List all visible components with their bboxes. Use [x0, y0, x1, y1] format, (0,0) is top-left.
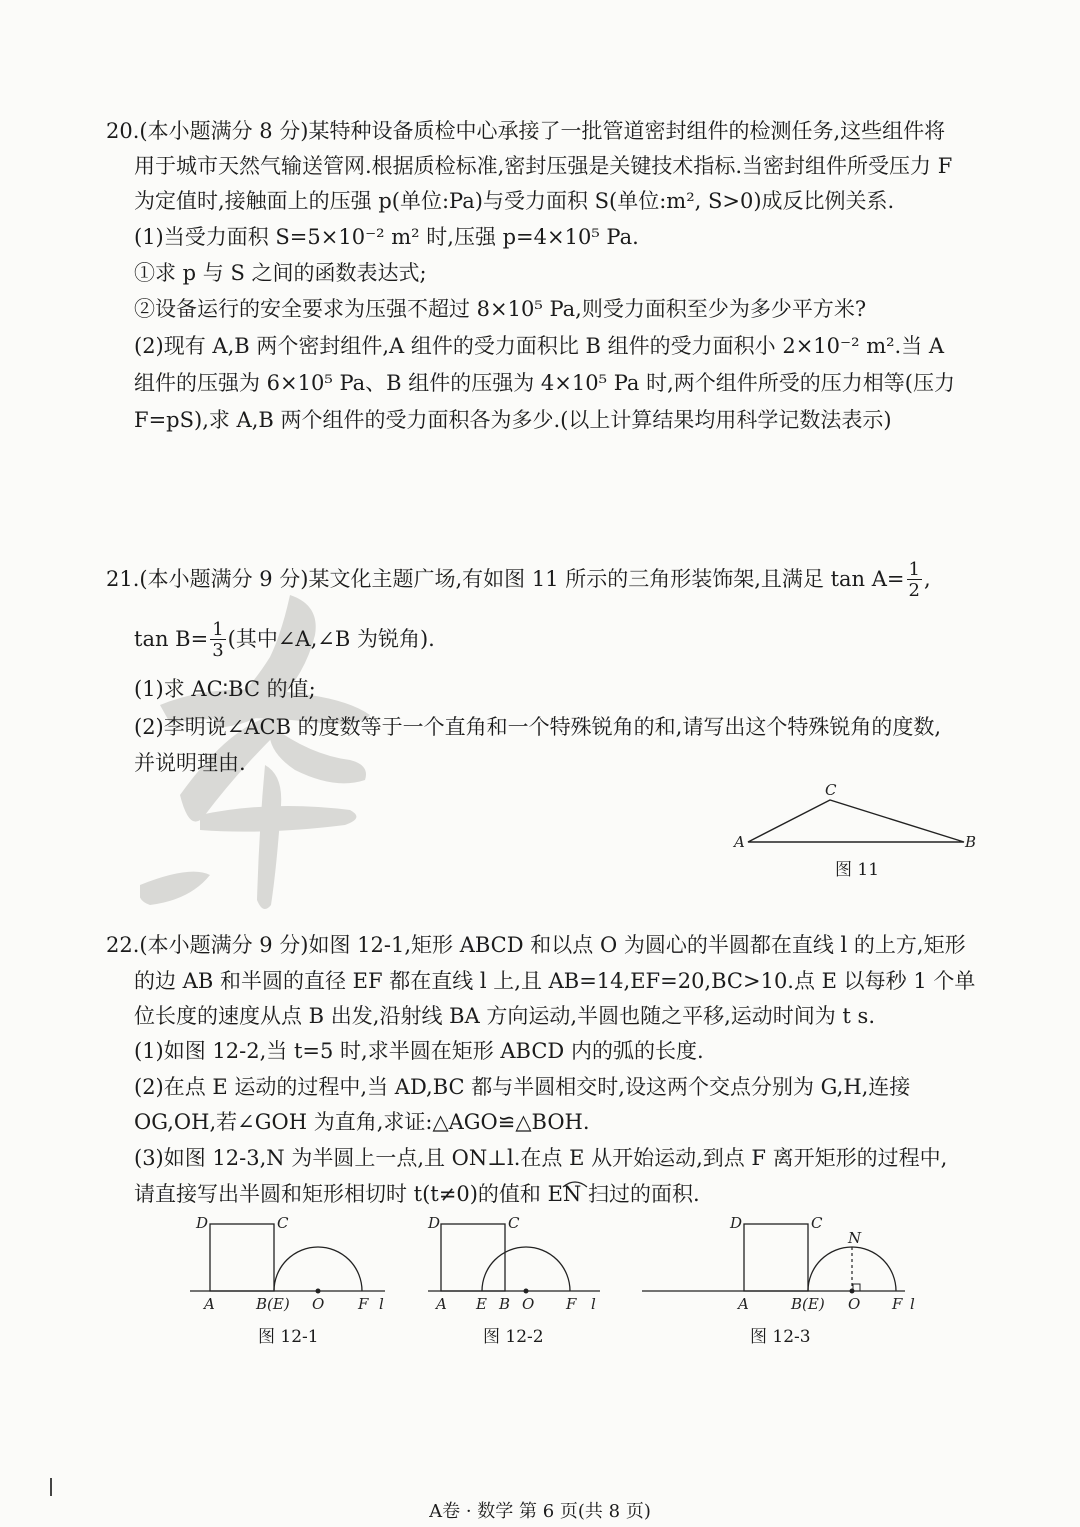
figure-12-1 [180, 1210, 410, 1315]
q22-line-1: 22.(本小题满分 9 分)如图 12-1,矩形 ABCD 和以点 O 为圆心的半圆都在直线 l 的上方,矩形 [106, 933, 966, 957]
label-l: l [591, 1295, 596, 1313]
vertex-label-a: A [734, 833, 745, 851]
label-a: A [738, 1295, 749, 1313]
fraction-denominator: 3 [212, 640, 224, 661]
q20-part1-sub1: ①求 p 与 S 之间的函数表达式; [134, 261, 427, 285]
rectangle-abcd [744, 1224, 808, 1291]
q22-line-2: 的边 AB 和半圆的直径 EF 都在直线 l 上,且 AB=14,EF=20,BC>10.点 E 以每秒 1 个单 [134, 969, 976, 993]
q21-line-1-tail: , [923, 567, 931, 591]
q20-line-3: 为定值时,接触面上的压强 p(单位:Pa)与受力面积 S(单位:m², S>0)成反比例关系. [134, 189, 895, 213]
figure-12-2 [420, 1210, 620, 1315]
center-point-o [316, 1289, 321, 1294]
q20-part1-sub2: ②设备运行的安全要求为压强不超过 8×10⁵ Pa,则受力面积至少为多少平方米? [134, 297, 867, 321]
label-f: F [566, 1295, 577, 1313]
label-d: D [730, 1214, 743, 1232]
q21-line-1-text: 21.(本小题满分 9 分)某文化主题广场,有如图 11 所示的三角形装饰架,且满足 tan A= [106, 567, 905, 591]
semicircle [482, 1247, 570, 1291]
fraction-one-half [907, 561, 922, 600]
fraction-denominator: 2 [908, 580, 920, 601]
label-l: l [910, 1295, 915, 1313]
center-point-o [850, 1289, 855, 1294]
label-o: O [848, 1295, 861, 1313]
q22-part2-line-1: (2)在点 E 运动的过程中,当 AD,BC 都与半圆相交时,设这两个交点分别为 G,H,连接 [134, 1075, 911, 1099]
arc-en-symbol [560, 1177, 590, 1189]
q21-part2-line-1: (2)李明说∠ACB 的度数等于一个直角和一个特殊锐角的和,请写出这个特殊锐角的度数, [134, 715, 942, 739]
semicircle [274, 1247, 362, 1291]
label-l: l [379, 1295, 384, 1313]
rectangle-abcd [441, 1224, 505, 1291]
label-d: D [428, 1214, 441, 1232]
q20-part2-line-3: F=pS),求 A,B 两个组件的受力面积各为多少.(以上计算结果均用科学记数法表示) [134, 408, 892, 432]
q22-part3-line-2: 请直接写出半圆和矩形相切时 t(t≠0)的值和 EN 扫过的面积. [134, 1182, 700, 1206]
q20-part1: (1)当受力面积 S=5×10⁻² m² 时,压强 p=4×10⁵ Pa. [134, 225, 639, 249]
label-a: A [204, 1295, 215, 1313]
q22-part2-line-2: OG,OH,若∠GOH 为直角,求证:△AGO≌△BOH. [134, 1110, 590, 1134]
label-c: C [811, 1214, 823, 1232]
fraction-numerator: 1 [908, 559, 920, 580]
q22-part3-line-1: (3)如图 12-3,N 为半圆上一点,且 ON⊥l.在点 E 从开始运动,到点 F 离开矩形的过程中, [134, 1146, 948, 1170]
vertex-label-b: B [965, 833, 977, 851]
q21-line-2-tail: (其中∠A,∠B 为锐角). [227, 627, 435, 651]
q21-part1: (1)求 AC∶BC 的值; [134, 677, 316, 701]
figure-12-2-caption: 图 12-2 [483, 1327, 544, 1347]
triangle-abc [748, 800, 964, 842]
label-f: F [358, 1295, 369, 1313]
q20-part2-line-2: 组件的压强为 6×10⁵ Pa、B 组件的压强为 4×10⁵ Pa 时,两个组件所受的压力相等(压力 [134, 371, 955, 395]
label-n: N [848, 1229, 862, 1247]
label-b: B [499, 1295, 511, 1313]
q20-line-1: 20.(本小题满分 8 分)某特种设备质检中心承接了一批管道密封组件的检测任务,这些组件将 [106, 119, 946, 143]
q21-line-1 [106, 556, 931, 602]
label-b-e: B(E) [256, 1295, 290, 1313]
q21-line-2-text: tan B= [134, 627, 209, 651]
q20-line-2: 用于城市天然气输送管网.根据质检标准,密封压强是关键技术指标.当密封组件所受压力 F [134, 154, 953, 178]
figure-11-caption: 图 11 [835, 860, 880, 880]
label-o: O [522, 1295, 535, 1313]
label-d: D [196, 1214, 209, 1232]
label-b-e: B(E) [791, 1295, 825, 1313]
figure-11-triangle [726, 774, 986, 854]
figure-12-3 [640, 1210, 940, 1315]
q20-part2-line-1: (2)现有 A,B 两个密封组件,A 组件的受力面积比 B 组件的受力面积小 2×10⁻² m².当 A [134, 334, 945, 358]
figure-12-3-caption: 图 12-3 [750, 1327, 811, 1347]
label-c: C [277, 1214, 289, 1232]
margin-mark [50, 1478, 52, 1496]
center-point-o [524, 1289, 529, 1294]
label-f: F [892, 1295, 903, 1313]
fraction-numerator: 1 [212, 619, 224, 640]
label-c: C [508, 1214, 520, 1232]
q21-line-2 [134, 616, 435, 662]
page-footer: A卷 · 数学 第 6 页(共 8 页) [429, 1501, 651, 1522]
label-e: E [476, 1295, 487, 1313]
q21-part2-line-2: 并说明理由. [134, 751, 246, 775]
figure-12-1-caption: 图 12-1 [258, 1327, 319, 1347]
label-o: O [312, 1295, 325, 1313]
vertex-label-c: C [825, 781, 837, 799]
label-a: A [436, 1295, 447, 1313]
q22-line-3: 位长度的速度从点 B 出发,沿射线 BA 方向运动,半圆也随之平移,运动时间为 t s. [134, 1004, 875, 1028]
rectangle-abcd [210, 1224, 274, 1291]
q22-part1: (1)如图 12-2,当 t=5 时,求半圆在矩形 ABCD 内的弧的长度. [134, 1039, 704, 1063]
fraction-one-third [210, 621, 225, 660]
